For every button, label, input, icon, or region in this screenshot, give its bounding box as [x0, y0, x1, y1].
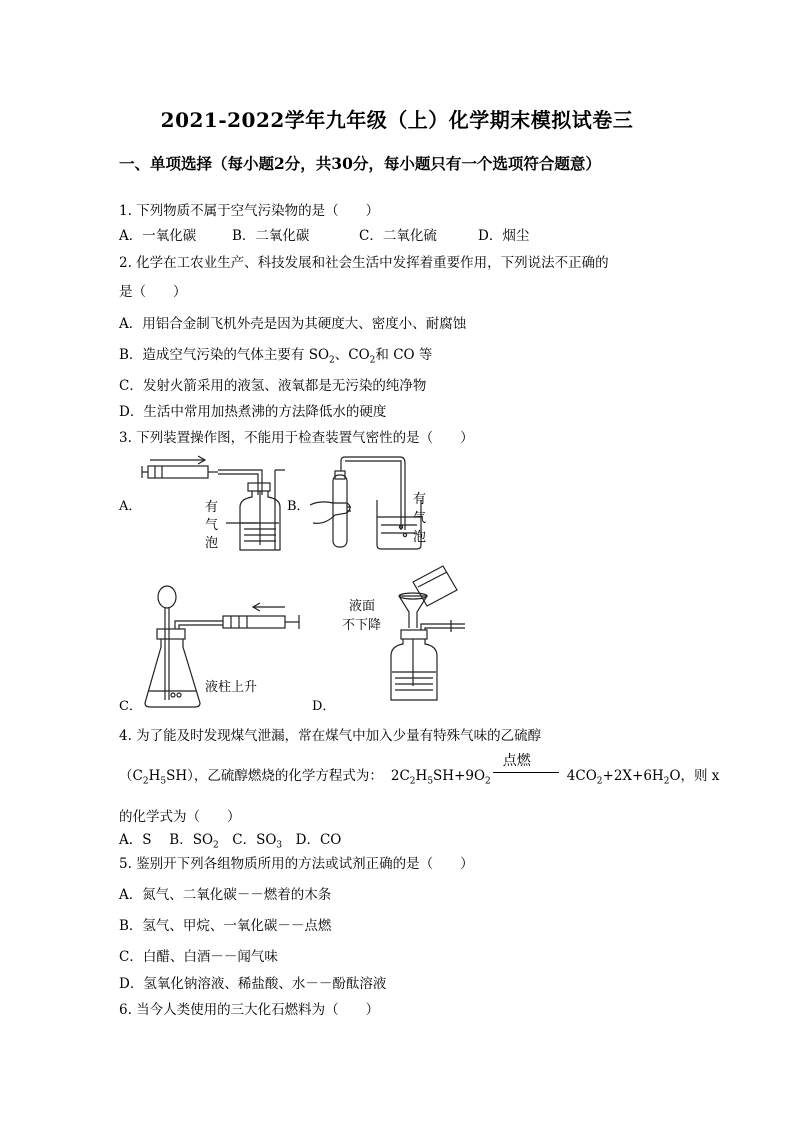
q3-option-d-label: D．	[312, 699, 336, 714]
q3-option-c-label: C．	[119, 699, 142, 714]
q4-options: A．S B．$SO_2$ C．$SO_3$ D．CO	[119, 832, 342, 851]
q5-stem: 5. 鉴别开下列各组物质所用的方法或试剂正确的是（ ）	[119, 856, 474, 872]
q2-option-b: B．造成空气污染的气体主要有 $SO_2$、$CO_2$和 CO 等	[119, 347, 433, 366]
page-title: 2021-2022学年九年级（上）化学期末模拟试卷三	[160, 108, 634, 132]
q6-stem: 6. 当今人类使用的三大化石燃料为（ ）	[119, 1002, 380, 1018]
fig-a-label-2: 气	[205, 518, 219, 533]
q4-stem-line2: $(C_2H_5SH)$，乙硫醇燃烧的化学方程式为： $2C_2H_5SH+9O_2$ 点燃 $4CO_2+2X+6H_2O$，则 x	[119, 764, 719, 787]
q1-option-a: A．一氧化碳	[119, 228, 197, 244]
q5-option-c: C．白醋、白酒－－闻气味	[119, 949, 278, 965]
reaction-arrow	[491, 753, 561, 780]
q1-option-b: B．二氧化碳	[232, 228, 310, 244]
fig-d-label-2: 不下降	[342, 618, 382, 633]
apparatus-d-illustration	[385, 560, 485, 710]
fig-a-label-1: 有	[205, 500, 219, 515]
q1-option-c: C．二氧化硫	[359, 228, 437, 244]
q5-option-d: D．氢氧化钠溶液、稀盐酸、水－－酚酞溶液	[119, 976, 387, 992]
q2-stem-line2: 是（ ）	[119, 284, 187, 300]
q3-option-a-label: A．	[119, 499, 142, 514]
fig-b-label-2: 气	[413, 511, 427, 526]
apparatus-b-illustration	[305, 455, 425, 555]
q1-stem: 1. 下列物质不属于空气污染物的是（ ）	[119, 203, 380, 219]
q2-stem-line1: 2. 化学在工农业生产、科技发展和社会生活中发挥着重要作用，下列说法不正确的	[119, 255, 609, 271]
fig-b-label-1: 有	[413, 492, 427, 507]
q3-option-b-label: B．	[287, 499, 310, 514]
q5-option-b: B．氢气、甲烷、一氧化碳－－点燃	[119, 918, 332, 934]
q3-stem: 3. 下列装置操作图，不能用于检查装置气密性的是（ ）	[119, 430, 474, 446]
fig-a-label-3: 泡	[205, 536, 219, 551]
q4-stem-line3: 的化学式为（ ）	[119, 809, 241, 825]
q5-option-a: A．氮气、二氧化碳－－燃着的木条	[119, 887, 332, 903]
q2-option-c: C．发射火箭采用的液氢、液氧都是无污染的纯净物	[119, 378, 427, 394]
q2-option-d: D．生活中常用加热煮沸的方法降低水的硬度	[119, 404, 387, 420]
section-heading: 一、单项选择（每小题2分，共30分，每小题只有一个选项符合题意）	[119, 154, 601, 173]
q2-option-a: A．用铝合金制飞机外壳是因为其硬度大、密度小、耐腐蚀	[119, 316, 467, 332]
fig-b-label-3: 泡	[413, 530, 427, 545]
fig-d-label-1: 液面	[349, 599, 376, 614]
reaction-condition: 点燃	[502, 753, 531, 769]
fig-c-label: 液柱上升	[205, 680, 258, 695]
q4-stem-line1: 4. 为了能及时发现煤气泄漏，常在煤气中加入少量有特殊气味的乙硫醇	[119, 728, 542, 744]
q1-option-d: D．烟尘	[478, 228, 530, 244]
